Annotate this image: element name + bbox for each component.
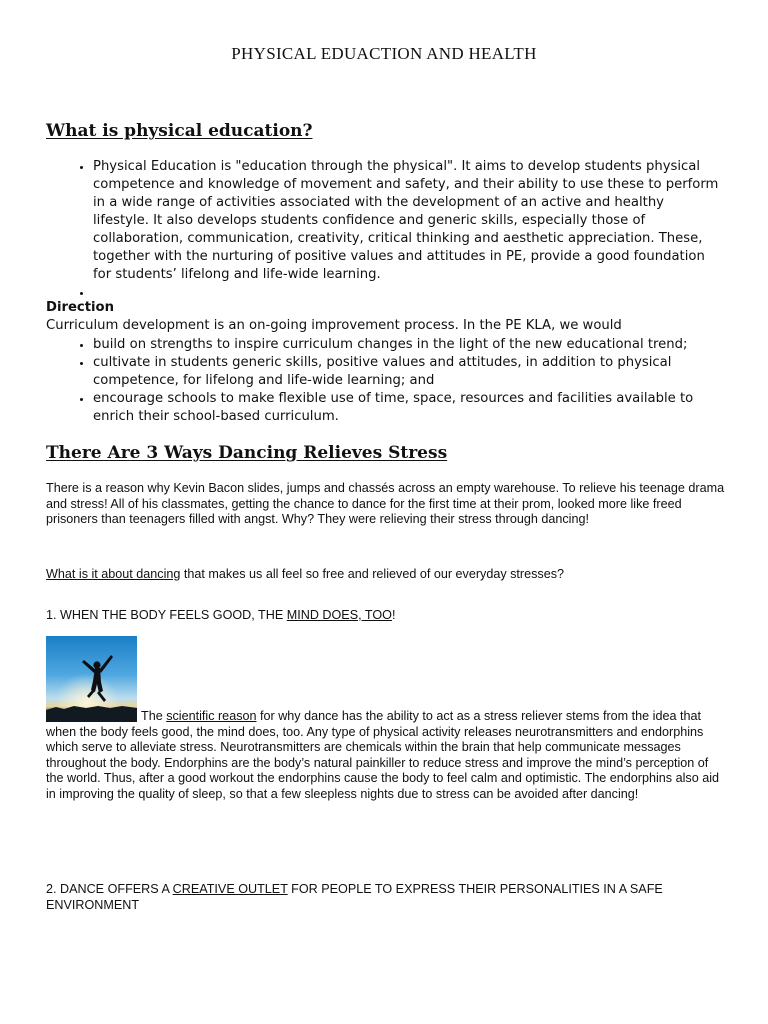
pe-definition-list (46, 158, 721, 302)
direction-intro: Curriculum development is an on-going improvement process. In the PE KLA, we would (46, 318, 622, 333)
list-item: • cultivate in students generic skills, positive values and attitudes, in addition to physical competence, for lifelong and life-wide learning; and (93, 354, 721, 390)
dancing-link[interactable]: What is it about dancing (46, 567, 181, 581)
heading-what-is-pe: What is physical education? (46, 121, 313, 141)
point1-paragraph (46, 709, 726, 802)
point1-para-text: for why dance has the ability to act as a stress reliever stems from the idea that when the body feels good, the mind does, too. Any type of physical activity releases neurotransmitters and endorphins which serve to alleviate stress. Neurotransmitters are chemicals within the brain that help communicate messages throughout the body. Endorphins are the body’s natural painkiller to reduce stress and improve the mind’s perception of the world. Thus, after a good workout the endorphins cause the body to feel calm and optimistic. The endorphins also aid in improving the quality of sleep, so that a few sleepless nights due to stress can be avoided after dancing! (46, 709, 720, 801)
direction-list (46, 336, 721, 426)
point2-text: 2. DANCE OFFERS A (46, 882, 173, 896)
direction-heading: Direction (46, 300, 115, 315)
list-item: • build on strengths to inspire curriculum changes in the light of the new educational trend; (93, 336, 721, 354)
document-title: PHYSICAL EDUACTION AND HEALTH (231, 44, 537, 63)
list-item-empty (93, 284, 721, 302)
list-item: • encourage schools to make flexible use of time, space, resources and facilities available to enrich their school-based curriculum. (93, 390, 721, 426)
question-paragraph (46, 567, 726, 583)
scientific-reason-link[interactable]: scientific reason (166, 709, 257, 723)
point1-exclaim: ! (391, 608, 396, 622)
point2-rest: FOR PEOPLE TO EXPRESS THEIR PERSONALITIES IN A SAFE ENVIRONMENT (46, 882, 663, 912)
point1-heading (46, 608, 726, 624)
mind-does-too-link[interactable]: MIND DOES, TOO (286, 608, 392, 622)
point2-heading (46, 882, 726, 913)
intro-paragraph: There is a reason why Kevin Bacon slides, jumps and chassés across an empty warehouse. To relieve his teenage drama and stress! All of his classmates, getting the chance to dance for the first time at their prom, looked more like freed prisoners than teenagers filled with angst. Why? They were relieving their stress through dancing! (46, 481, 725, 526)
list-item: • Physical Education is "education through the physical". It aims to develop students physical competence and knowledge of movement and safety, and their ability to use these to perform in a wide range of activities associated with the development of an active and healthy lifestyle. It also develops students confidence and generic skills, especially those of collaboration, communication, creativity, critical thinking and aesthetic appreciation. These, together with the nurturing of positive values and attitudes in PE, provide a good foundation for students’ lifelong and life-wide learning. (93, 158, 721, 284)
heading-dancing-stress: There Are 3 Ways Dancing Relieves Stress (46, 443, 448, 463)
point1-para-lead: The (141, 709, 167, 723)
question-text: that makes us all feel so free and relieved of our everyday stresses? (180, 567, 565, 581)
creative-outlet-link[interactable]: CREATIVE OUTLET (172, 882, 288, 896)
point1-text: 1. WHEN THE BODY FEELS GOOD, THE (46, 608, 287, 622)
